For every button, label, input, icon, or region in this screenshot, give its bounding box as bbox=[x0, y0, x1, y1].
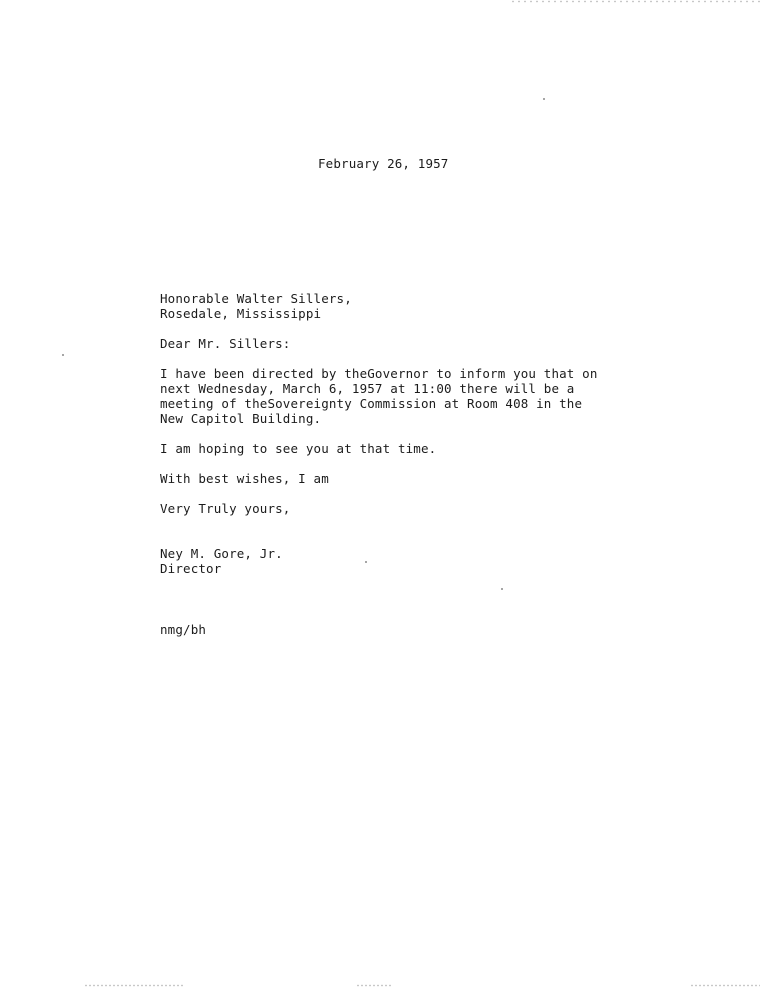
scan-artifact-bottom bbox=[84, 984, 184, 987]
scan-speck bbox=[62, 354, 64, 356]
recipient-location: Rosedale, Mississippi bbox=[160, 306, 322, 321]
reference-initials: nmg/bh bbox=[160, 622, 207, 637]
recipient-name: Honorable Walter Sillers, bbox=[160, 291, 352, 306]
body-paragraph-2: I am hoping to see you at that time. bbox=[160, 441, 437, 456]
body-line: next Wednesday, March 6, 1957 at 11:00 there will be a bbox=[160, 381, 575, 396]
signer-title: Director bbox=[160, 561, 222, 576]
complimentary-closing: Very Truly yours, bbox=[160, 501, 291, 516]
body-line: meeting of theSovereignty Commission at Room 408 in the bbox=[160, 396, 583, 411]
scan-speck bbox=[501, 588, 503, 590]
body-line: I have been directed by theGovernor to inform you that on bbox=[160, 366, 598, 381]
body-paragraph-3: With best wishes, I am bbox=[160, 471, 329, 486]
signer-name: Ney M. Gore, Jr. bbox=[160, 546, 283, 561]
letter-date: February 26, 1957 bbox=[318, 156, 449, 171]
body-line: New Capitol Building. bbox=[160, 411, 322, 426]
scan-speck bbox=[543, 98, 545, 100]
scan-speck bbox=[365, 561, 367, 563]
scan-artifact-top bbox=[510, 0, 763, 3]
scan-artifact-bottom bbox=[690, 984, 760, 987]
scan-artifact-bottom bbox=[356, 984, 392, 987]
salutation: Dear Mr. Sillers: bbox=[160, 336, 291, 351]
